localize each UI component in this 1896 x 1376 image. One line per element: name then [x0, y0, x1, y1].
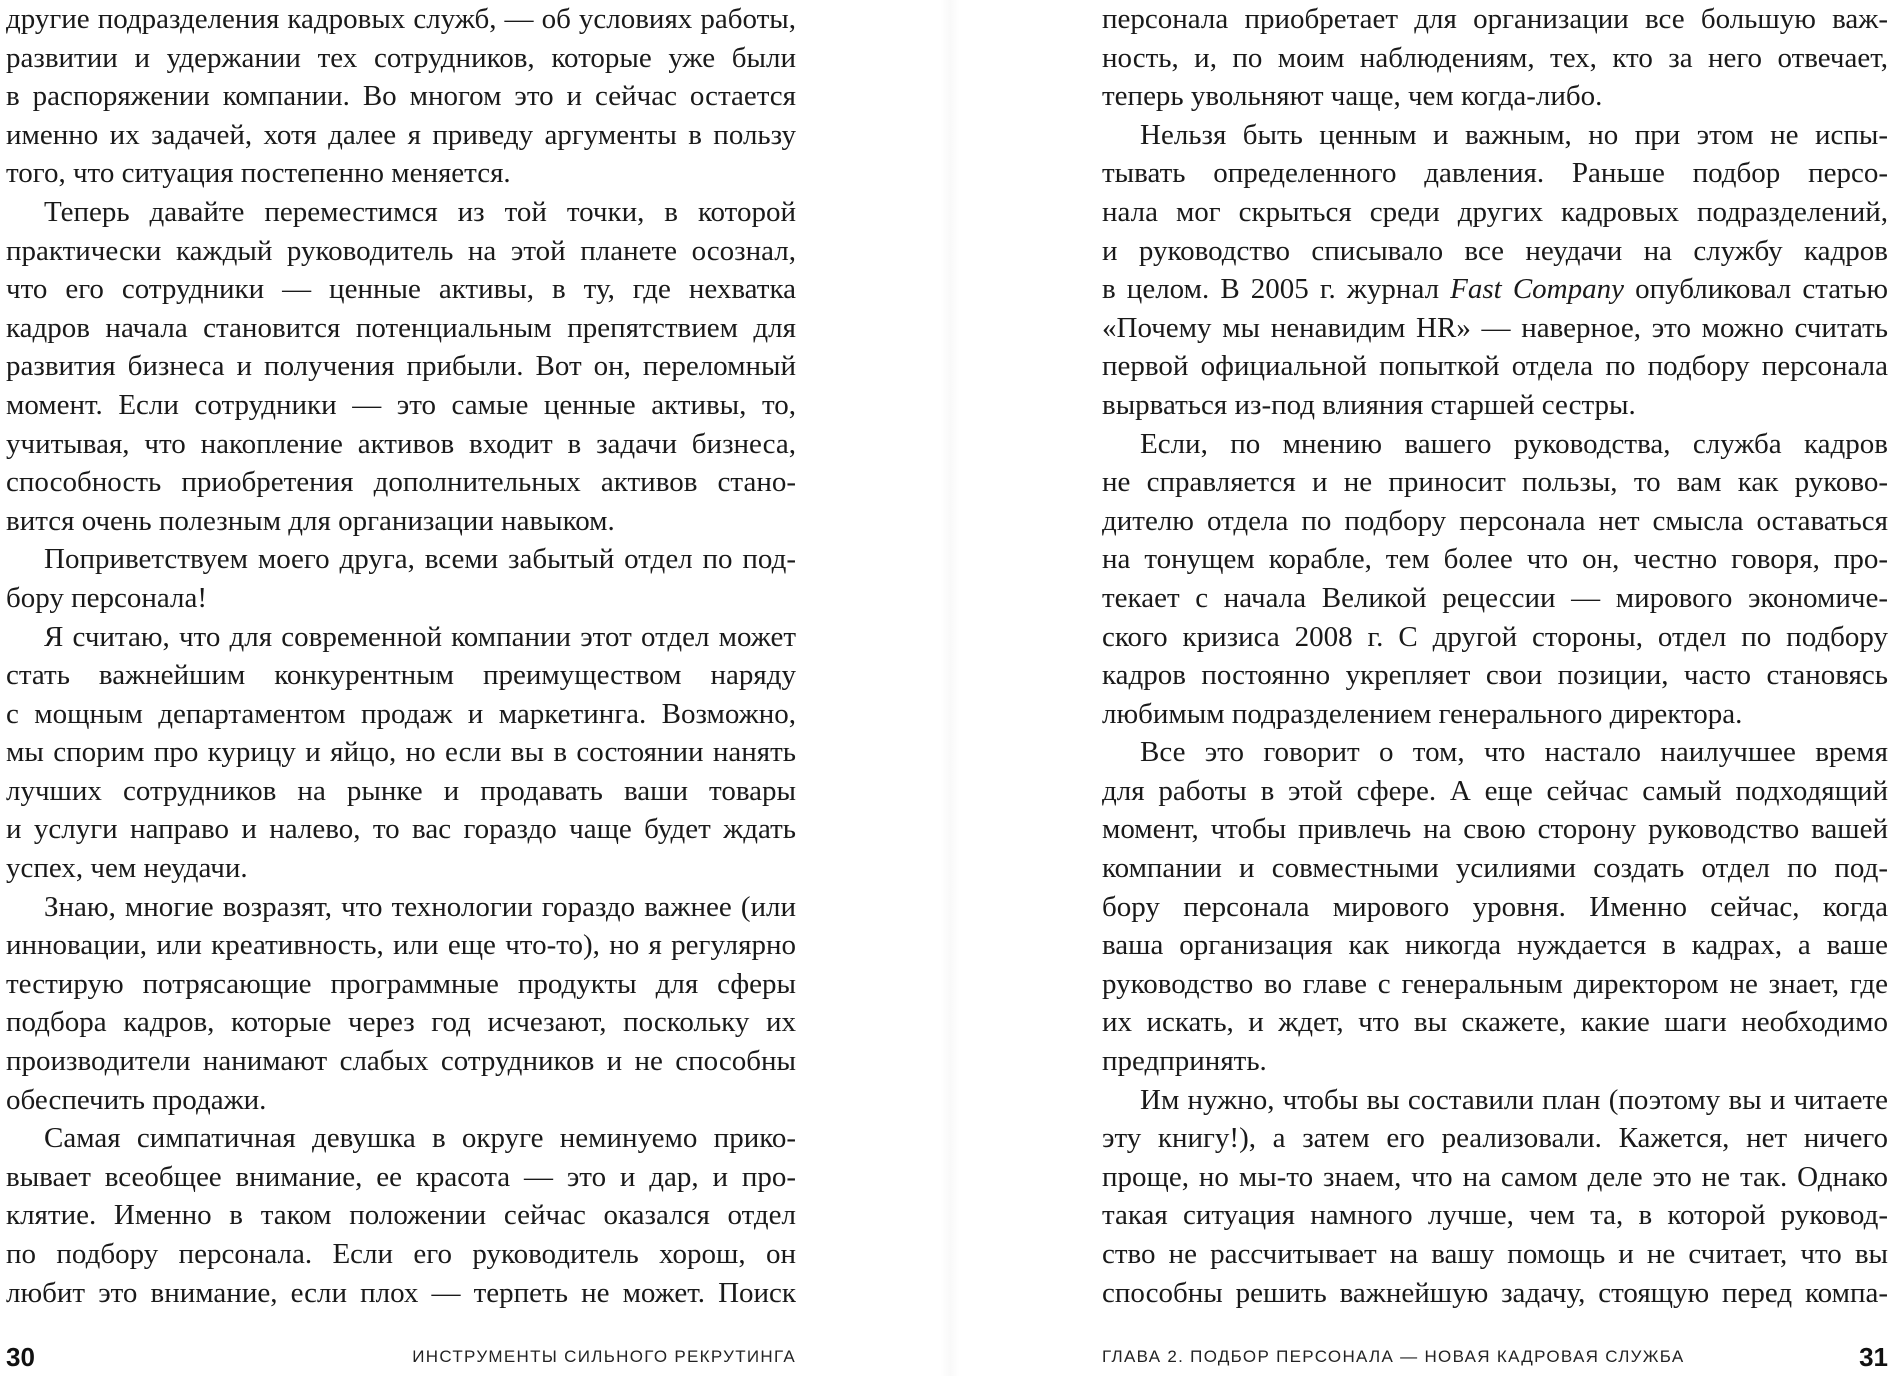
text-line: тестирую потрясающие программные продукты для сферы [6, 967, 796, 1000]
right-page-body-text [1102, 0, 1888, 1312]
text-line: ство не рассчитывает на вашу помощь и не считает, что вы [1102, 1238, 1888, 1270]
text-line: их искать, и ждет, что вы скажете, какие шаги необходимо [1102, 1006, 1888, 1039]
text-line: Я считаю, что для современной компании этот отдел может [44, 620, 796, 653]
text-line: момент. Если сотрудники — это самые ценные активы, то, [6, 388, 796, 421]
text-line: клятие. Именно в таком положении сейчас оказался отдел [6, 1199, 796, 1232]
text-line: эту книгу!), а затем его реализовали. Кажется, нет ничего [1102, 1122, 1888, 1155]
text-line: инновации, или креативность, или еще что-то), но я регулярно [6, 929, 796, 962]
text-line: Поприветствуем моего друга, всеми забытый отдел по под- [44, 543, 796, 576]
text-line: текает с начала Великой рецессии — мирового экономиче- [1102, 581, 1888, 614]
text-line: лучших сотрудников на рынке и продавать ваши товары [6, 774, 796, 807]
text-line: нала мог скрыться среди других кадровых подразделений, [1102, 195, 1888, 228]
text-line: тывать определенного давления. Раньше подбор персо- [1102, 157, 1888, 190]
text-line: по подбору персонала. Если его руководитель хорош, он [6, 1238, 796, 1270]
left-page-footer [6, 1342, 796, 1372]
text-line: Если, по мнению вашего руководства, служба кадров [1140, 427, 1888, 460]
page-number: 30 [6, 1342, 35, 1372]
magazine-title: Fast Company [1450, 273, 1624, 306]
text-line: ваша организация как никогда нуждается в кадрах, а ваше [1102, 929, 1888, 962]
text-line: в распоряжении компании. Во многом это и сейчас остается [6, 80, 796, 113]
text-line: вывает всеобщее внимание, ее красота — это и дар, и про- [6, 1160, 796, 1193]
text-line: стать важнейшим конкурентным преимуществом наряду [6, 659, 796, 692]
text-line: в целом. В 2005 г. журнал Fast Company опубликовал статью [1102, 273, 1888, 306]
text-line: вится очень полезным для организации навыком. [6, 504, 615, 537]
text-line: кадров постоянно укрепляет свои позиции, часто становясь [1102, 659, 1888, 692]
text-line: бору персонала! [6, 581, 208, 614]
text-line: «Почему мы ненавидим HR» — наверное, это можно считать [1102, 311, 1888, 344]
running-head: ИНСТРУМЕНТЫ СИЛЬНОГО РЕКРУТИНГА [412, 1347, 796, 1366]
text-line: того, что ситуация постепенно меняется. [6, 157, 511, 190]
text-line: ность, и, по моим наблюдениям, тех, кто за него отвечает, [1102, 41, 1888, 74]
text-line: Знаю, многие возразят, что технологии гораздо важнее (или [44, 890, 796, 923]
text-line: бору персонала мирового уровня. Именно сейчас, когда [1102, 890, 1888, 923]
text-line: другие подразделения кадровых служб, — об условиях работы, [6, 3, 796, 35]
text-line: с мощным департаментом продаж и маркетинга. Возможно, [6, 697, 796, 730]
text-line: момент, чтобы привлечь на свою сторону руководство вашей [1102, 813, 1888, 846]
text-line: вырваться из-под влияния старшей сестры. [1102, 388, 1636, 421]
text-line: развитии и удержании тех сотрудников, которые уже были [6, 41, 796, 74]
page-number: 31 [1859, 1342, 1888, 1372]
text-line: производители нанимают слабых сотрудников и не способны [6, 1045, 796, 1078]
text-line: мы спорим про курицу и яйцо, но если вы в состоянии нанять [6, 736, 796, 769]
text-line: компании и совместными усилиями создать отдел по под- [1102, 852, 1888, 885]
text-line: учитывая, что накопление активов входит в задачи бизнеса, [6, 427, 796, 460]
text-line: и услуги направо и налево, то вас гораздо чаще будет ждать [6, 813, 796, 846]
text-line: способны решить важнейшую задачу, стоящую перед компа- [1102, 1276, 1888, 1309]
text-line: любимым подразделением генерального директора. [1102, 697, 1743, 730]
text-line: что его сотрудники — ценные активы, в ту, где нехватка [6, 273, 796, 306]
text-line: на тонущем корабле, тем более что он, честно говоря, про- [1102, 543, 1888, 576]
text-line: подбора кадров, которые через год исчезают, поскольку их [6, 1006, 796, 1039]
text-line: Самая симпатичная девушка в округе неминуемо прико- [44, 1122, 796, 1155]
text-line: именно их задачей, хотя далее я приведу аргументы в пользу [6, 118, 796, 151]
text-line: успех, чем неудачи. [6, 852, 248, 885]
text-line: теперь увольняют чаще, чем когда-либо. [1102, 80, 1603, 113]
text-line: дителю отдела по подбору персонала нет смысла оставаться [1102, 504, 1888, 537]
text-line: практически каждый руководитель на этой планете осознал, [6, 234, 796, 267]
text-line: персонала приобретает для организации все большую важ- [1102, 3, 1888, 35]
text-line: Нельзя быть ценным и важным, но при этом не испы- [1140, 118, 1888, 151]
text-line: для работы в этой сфере. А еще сейчас самый подходящий [1102, 774, 1888, 807]
book-gutter [940, 0, 960, 1376]
right-page-footer [1102, 1342, 1888, 1372]
text-line: Теперь давайте переместимся из той точки, в которой [44, 195, 796, 228]
text-line: Им нужно, чтобы вы составили план (поэтому вы и читаете [1140, 1083, 1888, 1116]
text-line: первой официальной попыткой отдела по подбору персонала [1102, 350, 1888, 383]
text-line: развития бизнеса и получения прибыли. Вот он, переломный [6, 350, 796, 383]
running-head: ГЛАВА 2. ПОДБОР ПЕРСОНАЛА — НОВАЯ КАДРОВАЯ СЛУЖБА [1102, 1347, 1685, 1366]
text-line: предпринять. [1102, 1045, 1267, 1078]
text-line: любит это внимание, если плох — терпеть не может. Поиск [6, 1276, 796, 1309]
text-line: не справляется и не приносит пользы, то вам как руково- [1102, 466, 1888, 499]
text-line: обеспечить продажи. [6, 1083, 267, 1116]
text-line: проще, но мы-то знаем, что на самом деле это не так. Однако [1102, 1160, 1888, 1193]
text-line: способность приобретения дополнительных активов стано- [6, 466, 796, 499]
text-line: руководство во главе с генеральным директором не знает, где [1102, 967, 1888, 1000]
text-line: Все это говорит о том, что настало наилучшее время [1140, 736, 1888, 769]
text-line: ского кризиса 2008 г. С другой стороны, отдел по подбору [1102, 620, 1888, 653]
text-line: такая ситуация намного лучше, чем та, в которой руковод- [1102, 1199, 1888, 1232]
text-line: и руководство списывало все неудачи на службу кадров [1102, 234, 1888, 267]
text-line: кадров начала становится потенциальным препятствием для [6, 311, 796, 344]
left-page-body-text [6, 0, 796, 1312]
